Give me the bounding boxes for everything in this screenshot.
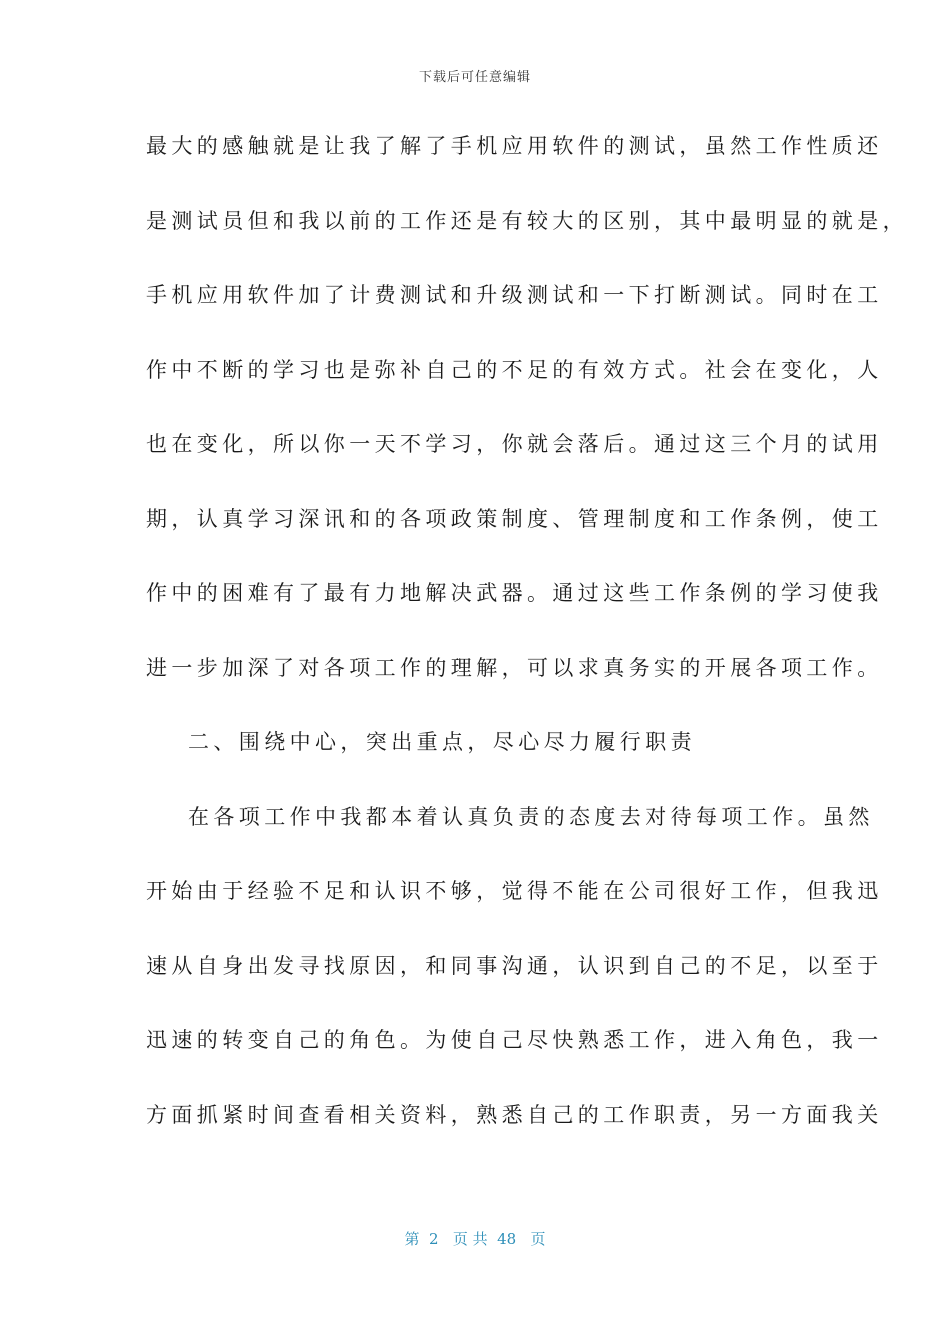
text-line: 最大的感触就是让我了解了手机应用软件的测试，虽然工作性质还	[146, 134, 883, 158]
text-line: 是测试员但和我以前的工作还是有较大的区别，其中最明显的就是，	[146, 208, 908, 233]
text-line: 速从自身出发寻找原因，和同事沟通，认识到自己的不足，以至于	[146, 953, 883, 978]
text-line: 在各项工作中我都本着认真负责的态度去对待每项工作。虽然	[188, 804, 874, 829]
text-line: 开始由于经验不足和认识不够，觉得不能在公司很好工作，但我迅	[146, 879, 883, 903]
text-line: 也在变化，所以你一天不学习，你就会落后。通过这三个月的试用	[146, 432, 883, 456]
document-body	[146, 121, 908, 1164]
header-note: 下载后可任意编辑	[418, 70, 531, 85]
text-line: 迅速的转变自己的角色。为使自己尽快熟悉工作，进入角色，我一	[146, 1028, 883, 1052]
text-line: 手机应用软件加了计费测试和升级测试和一下打断测试。同时在工	[146, 283, 883, 307]
text-line: 方面抓紧时间查看相关资料，熟悉自己的工作职责，另一方面我关	[146, 1102, 883, 1127]
text-line: 作中不断的学习也是弥补自己的不足的有效方式。社会在变化，人	[146, 357, 883, 382]
text-line: 进一步加深了对各项工作的理解，可以求真务实的开展各项工作。	[146, 655, 883, 680]
text-line: 期，认真学习深讯和的各项政策制度、管理制度和工作条例，使工	[146, 506, 883, 531]
text-line: 作中的困难有了最有力地解决武器。通过这些工作条例的学习使我	[146, 581, 883, 605]
section-heading: 二、围绕中心，突出重点，尽心尽力履行职责	[188, 730, 696, 754]
page-number-footer: 第 2 页 共 48 页	[404, 1230, 546, 1248]
